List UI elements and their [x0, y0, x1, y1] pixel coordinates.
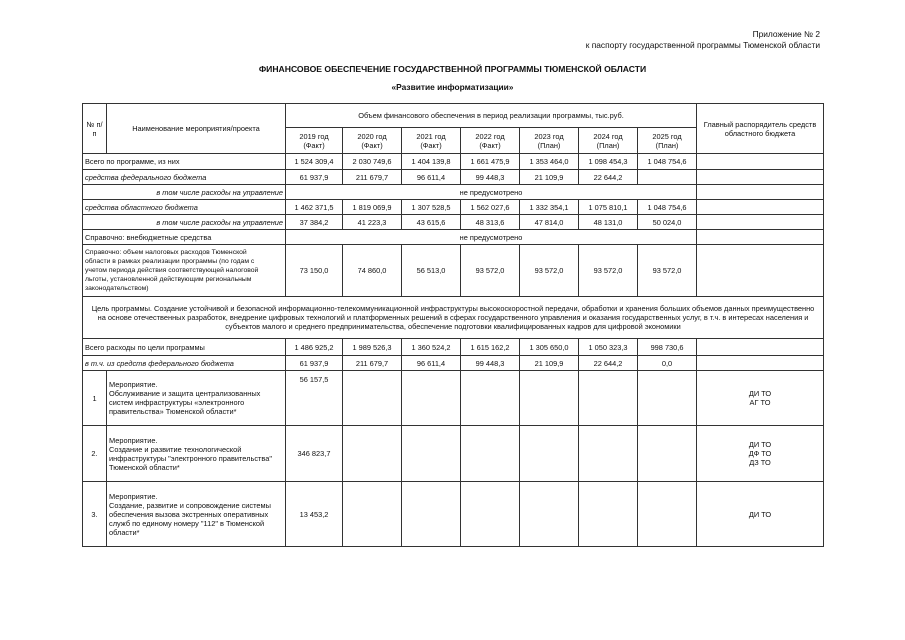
cell-value: 61 937,9 — [286, 170, 343, 185]
cell-value: 2 030 749,6 — [343, 154, 402, 170]
cell-not-provided: не предусмотрено — [286, 230, 697, 245]
cell-manager — [697, 230, 824, 245]
cell-value: 1 615 162,2 — [461, 339, 520, 356]
row-federal-management — [83, 185, 824, 200]
header-year: 2021 год (Факт) — [402, 128, 461, 154]
cell-value: 48 131,0 — [579, 215, 638, 230]
row-label: Справочно: объем налоговых расходов Тюменской области в рамках реализации программы (по годам с учетом периода действия соответствующей налоговой льготы, установленной действующим региональным законодательством) — [83, 245, 286, 297]
cell-value: 0,0 — [638, 356, 697, 371]
cell-empty — [402, 426, 461, 482]
row-offbudget — [83, 230, 824, 245]
cell-value: 73 150,0 — [286, 245, 343, 297]
cell-value: 99 448,3 — [461, 170, 520, 185]
cell-value: 43 615,6 — [402, 215, 461, 230]
cell-empty — [638, 426, 697, 482]
cell-empty — [461, 371, 520, 426]
activity-name: Мероприятие. Создание, развитие и сопровождение системы обеспечения вызова экстренных оперативных служб по единому номеру "112" в Тюменской области* — [107, 482, 286, 547]
activity-managers: ДИ ТО АГ ТО — [697, 371, 824, 426]
cell-value: 99 448,3 — [461, 356, 520, 371]
cell-value: 1 048 754,6 — [638, 154, 697, 170]
activity-name: Мероприятие. Создание и развитие технологической инфраструктуры "электронного правительства" Тюменской области* — [107, 426, 286, 482]
cell-value: 998 730,6 — [638, 339, 697, 356]
cell-value: 37 384,2 — [286, 215, 343, 230]
row-label: в т.ч. из средств федерального бюджета — [83, 356, 286, 371]
row-label: средства областного бюджета — [83, 200, 286, 215]
activity-managers: ДИ ТО ДФ ТО ДЗ ТО — [697, 426, 824, 482]
cell-manager — [697, 200, 824, 215]
header-row-1 — [83, 104, 824, 128]
cell-value: 41 223,3 — [343, 215, 402, 230]
cell-value: 1 462 371,5 — [286, 200, 343, 215]
cell-value: 47 814,0 — [520, 215, 579, 230]
cell-value: 1 404 139,8 — [402, 154, 461, 170]
cell-value: 1 524 309,4 — [286, 154, 343, 170]
cell-empty — [579, 371, 638, 426]
cell-empty — [343, 426, 402, 482]
cell-value: 211 679,7 — [343, 170, 402, 185]
header-num: № п/п — [83, 104, 107, 154]
header-manager: Главный распорядитель средств областного бюджета — [697, 104, 824, 154]
cell-value: 1 098 454,3 — [579, 154, 638, 170]
cell-manager — [697, 339, 824, 356]
activity-row — [83, 371, 824, 426]
cell-value: 1 360 524,2 — [402, 339, 461, 356]
cell-value: 1 486 925,2 — [286, 339, 343, 356]
row-regional — [83, 200, 824, 215]
cell-empty — [520, 482, 579, 547]
cell-value: 61 937,9 — [286, 356, 343, 371]
cell-value: 21 109,9 — [520, 170, 579, 185]
cell-empty — [461, 482, 520, 547]
cell-value: 1 989 526,3 — [343, 339, 402, 356]
cell-empty — [343, 482, 402, 547]
cell-value: 22 644,2 — [579, 356, 638, 371]
cell-value: 93 572,0 — [520, 245, 579, 297]
row-goal — [83, 297, 824, 339]
cell-value: 1 305 650,0 — [520, 339, 579, 356]
cell-value: 1 562 027,6 — [461, 200, 520, 215]
header-year: 2022 год (Факт) — [461, 128, 520, 154]
cell-value — [638, 170, 697, 185]
header-year: 2025 год (План) — [638, 128, 697, 154]
row-tax-expenditures — [83, 245, 824, 297]
cell-value: 74 860,0 — [343, 245, 402, 297]
cell-value: 96 611,4 — [402, 170, 461, 185]
cell-empty — [638, 482, 697, 547]
cell-value: 1 332 354,1 — [520, 200, 579, 215]
row-label: средства федерального бюджета — [83, 170, 286, 185]
activity-num: 1 — [83, 371, 107, 426]
activity-row — [83, 426, 824, 482]
row-regional-management — [83, 215, 824, 230]
cell-empty — [461, 426, 520, 482]
cell-value: 346 823,7 — [286, 426, 343, 482]
cell-value: 93 572,0 — [638, 245, 697, 297]
row-label: в том числе расходы на управление — [83, 215, 286, 230]
cell-value: 93 572,0 — [461, 245, 520, 297]
activity-num: 2. — [83, 426, 107, 482]
cell-manager — [697, 356, 824, 371]
row-label: Всего по программе, из них — [83, 154, 286, 170]
activity-managers: ДИ ТО — [697, 482, 824, 547]
cell-value: 1 075 810,1 — [579, 200, 638, 215]
cell-value: 1 661 475,9 — [461, 154, 520, 170]
cell-empty — [579, 426, 638, 482]
cell-empty — [520, 426, 579, 482]
cell-value: 56 513,0 — [402, 245, 461, 297]
cell-empty — [638, 371, 697, 426]
cell-manager — [697, 154, 824, 170]
cell-manager — [697, 170, 824, 185]
cell-manager — [697, 215, 824, 230]
cell-manager — [697, 185, 824, 200]
financing-table — [82, 103, 824, 547]
row-label: Всего расходы по цели программы — [83, 339, 286, 356]
cell-value: 1 048 754,6 — [638, 200, 697, 215]
cell-value: 96 611,4 — [402, 356, 461, 371]
program-goal: Цель программы. Создание устойчивой и безопасной информационно-телекоммуникационной инфраструктуры высокоскоростной передачи, обработки и хранения больших объемов данных преимущественно на основе отечественных разработок, внедрение цифровых технологий и платформенных решений в сферах государственного управления и оказания государственных услуг, в т.ч. в интересах населения и субъектов малого и среднего предпринимательства, обеспечение подготовки квалифицированных кадров для цифровой экономики — [83, 297, 824, 339]
row-label: в том числе расходы на управление — [83, 185, 286, 200]
cell-empty — [579, 482, 638, 547]
header-year: 2024 год (План) — [579, 128, 638, 154]
cell-not-provided: не предусмотрено — [286, 185, 697, 200]
cell-empty — [520, 371, 579, 426]
cell-value: 13 453,2 — [286, 482, 343, 547]
row-total — [83, 154, 824, 170]
annex-note — [586, 29, 820, 51]
document-subtitle: «Развитие информатизации» — [391, 82, 514, 92]
header-year: 2023 год (План) — [520, 128, 579, 154]
cell-empty — [402, 482, 461, 547]
cell-value: 22 644,2 — [579, 170, 638, 185]
header-year: 2020 год (Факт) — [343, 128, 402, 154]
annex-line-2: к паспорту государственной программы Тюменской области — [585, 40, 820, 50]
cell-value: 1 353 464,0 — [520, 154, 579, 170]
cell-value: 21 109,9 — [520, 356, 579, 371]
cell-value: 56 157,5 — [286, 371, 343, 426]
activity-num: 3. — [83, 482, 107, 547]
cell-value: 211 679,7 — [343, 356, 402, 371]
header-year: 2019 год (Факт) — [286, 128, 343, 154]
cell-value: 1 307 528,5 — [402, 200, 461, 215]
cell-empty — [343, 371, 402, 426]
row-goal-total — [83, 339, 824, 356]
cell-value: 50 024,0 — [638, 215, 697, 230]
row-federal — [83, 170, 824, 185]
cell-empty — [402, 371, 461, 426]
row-goal-federal — [83, 356, 824, 371]
cell-value: 1 050 323,3 — [579, 339, 638, 356]
cell-manager — [697, 245, 824, 297]
header-name: Наименование мероприятия/проекта — [107, 104, 286, 154]
document-title: ФИНАНСОВОЕ ОБЕСПЕЧЕНИЕ ГОСУДАРСТВЕННОЙ ПРОГРАММЫ ТЮМЕНСКОЙ ОБЛАСТИ — [258, 64, 647, 74]
header-volume: Объем финансового обеспечения в период реализации программы, тыс.руб. — [286, 104, 697, 128]
row-label: Справочно: внебюджетные средства — [83, 230, 286, 245]
cell-value: 1 819 069,9 — [343, 200, 402, 215]
activity-name: Мероприятие. Обслуживание и защита централизованных систем инфраструктуры «электронного правительства» Тюменской области* — [107, 371, 286, 426]
activity-row — [83, 482, 824, 547]
cell-value: 93 572,0 — [579, 245, 638, 297]
cell-value: 48 313,6 — [461, 215, 520, 230]
annex-line-1: Приложение № 2 — [752, 29, 820, 39]
